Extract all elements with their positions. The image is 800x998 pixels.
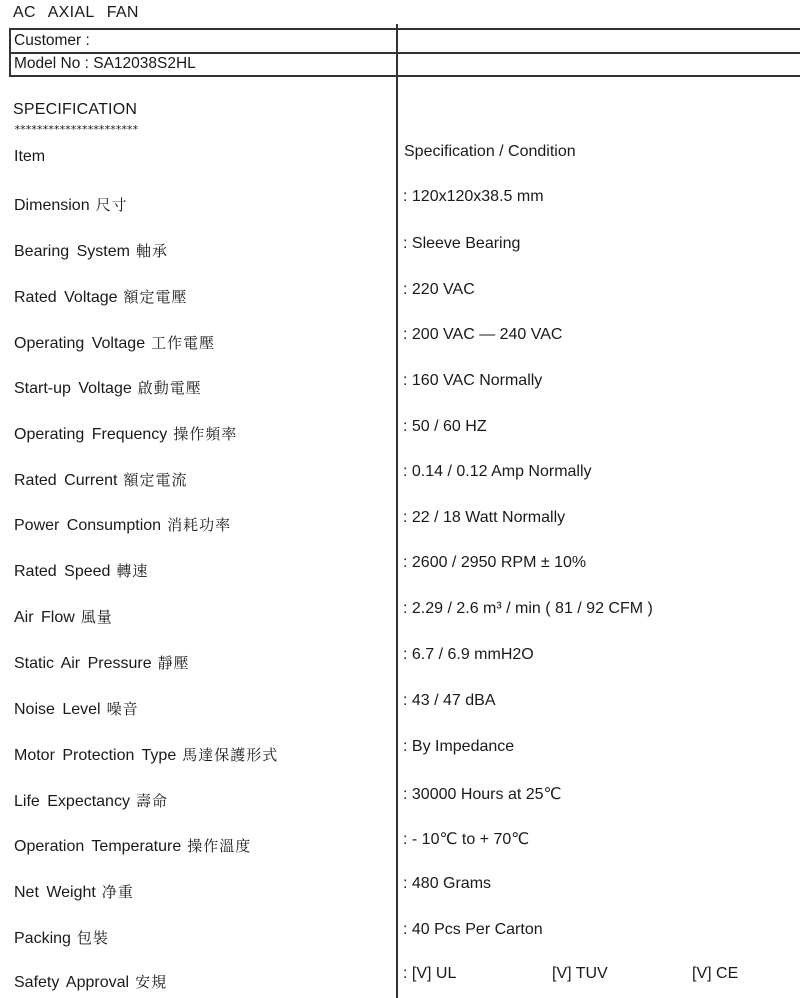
approval-ul: : [V] UL bbox=[403, 965, 457, 982]
spec-row-label: Net Weight 净重 bbox=[14, 883, 134, 901]
spec-row-value: : 6.7 / 6.9 mmH2O bbox=[403, 646, 534, 663]
spec-row-label: Start-up Voltage 啟動電壓 bbox=[14, 379, 202, 397]
spec-row-value: : 0.14 / 0.12 Amp Normally bbox=[403, 463, 592, 480]
spec-row-label: Safety Approval 安規 bbox=[14, 973, 168, 991]
spec-row-value: : 30000 Hours at 25℃ bbox=[403, 786, 562, 803]
spec-row-label: Static Air Pressure 靜壓 bbox=[14, 654, 190, 672]
specification-title: SPECIFICATION bbox=[13, 101, 138, 118]
spec-row-value: : Sleeve Bearing bbox=[403, 235, 521, 252]
approval-tuv: [V] TUV bbox=[552, 965, 608, 982]
spec-row-value: : 40 Pcs Per Carton bbox=[403, 921, 543, 938]
spec-row-value: : 50 / 60 HZ bbox=[403, 418, 487, 435]
spec-row-label: Motor Protection Type 馬達保護形式 bbox=[14, 746, 279, 764]
spec-row-label: Operating Frequency 操作頻率 bbox=[14, 425, 238, 443]
item-column-heading: Item bbox=[14, 148, 46, 165]
spec-row-value: : 220 VAC bbox=[403, 281, 475, 298]
spec-row-value: : 120x120x38.5 mm bbox=[403, 188, 544, 205]
spec-row-value: : 43 / 47 dBA bbox=[403, 692, 496, 709]
spec-row-label: Dimension 尺寸 bbox=[14, 196, 128, 214]
customer-label: Customer : bbox=[14, 32, 90, 49]
spec-row-label: Rated Voltage 額定電壓 bbox=[14, 288, 188, 306]
spec-row-label: Packing 包裝 bbox=[14, 929, 109, 947]
spec-row-label: Power Consumption 消耗功率 bbox=[14, 516, 232, 534]
spec-row-label: Rated Speed 轉速 bbox=[14, 562, 149, 580]
spec-row-value: : 480 Grams bbox=[403, 875, 492, 892]
approval-ce: [V] CE bbox=[692, 965, 739, 982]
header-rule-bottom bbox=[9, 75, 800, 77]
spec-row-value: : - 10℃ to + 70℃ bbox=[403, 831, 530, 848]
spec-row-value: : 2600 / 2950 RPM ± 10% bbox=[403, 554, 587, 571]
condition-column-heading: Specification / Condition bbox=[404, 143, 576, 160]
spec-row-label: Operating Voltage 工作電壓 bbox=[14, 334, 216, 352]
column-divider bbox=[396, 24, 398, 998]
model-number: Model No : SA12038S2HL bbox=[14, 55, 196, 72]
header-box-left-edge bbox=[9, 28, 11, 76]
header-rule-top bbox=[9, 28, 800, 30]
spec-row-label: Rated Current 額定電流 bbox=[14, 471, 188, 489]
spec-row-label: Noise Level 噪音 bbox=[14, 700, 139, 718]
spec-row-label: Operation Temperature 操作溫度 bbox=[14, 837, 252, 855]
spec-row-label: Life Expectancy 壽命 bbox=[14, 792, 168, 810]
document-title: AC AXIAL FAN bbox=[13, 4, 139, 21]
title-underline-stars: ********************** bbox=[14, 123, 138, 136]
header-rule-middle bbox=[9, 52, 800, 54]
spec-row-value: : 2.29 / 2.6 m³ / min ( 81 / 92 CFM ) bbox=[403, 600, 653, 617]
spec-row-value: : 22 / 18 Watt Normally bbox=[403, 509, 566, 526]
spec-row-label: Air Flow 風量 bbox=[14, 608, 113, 626]
spec-row-value: : 200 VAC — 240 VAC bbox=[403, 326, 563, 343]
spec-row-value: : By Impedance bbox=[403, 738, 515, 755]
spec-row-value: : 160 VAC Normally bbox=[403, 372, 543, 389]
spec-row-label: Bearing System 軸承 bbox=[14, 242, 168, 260]
